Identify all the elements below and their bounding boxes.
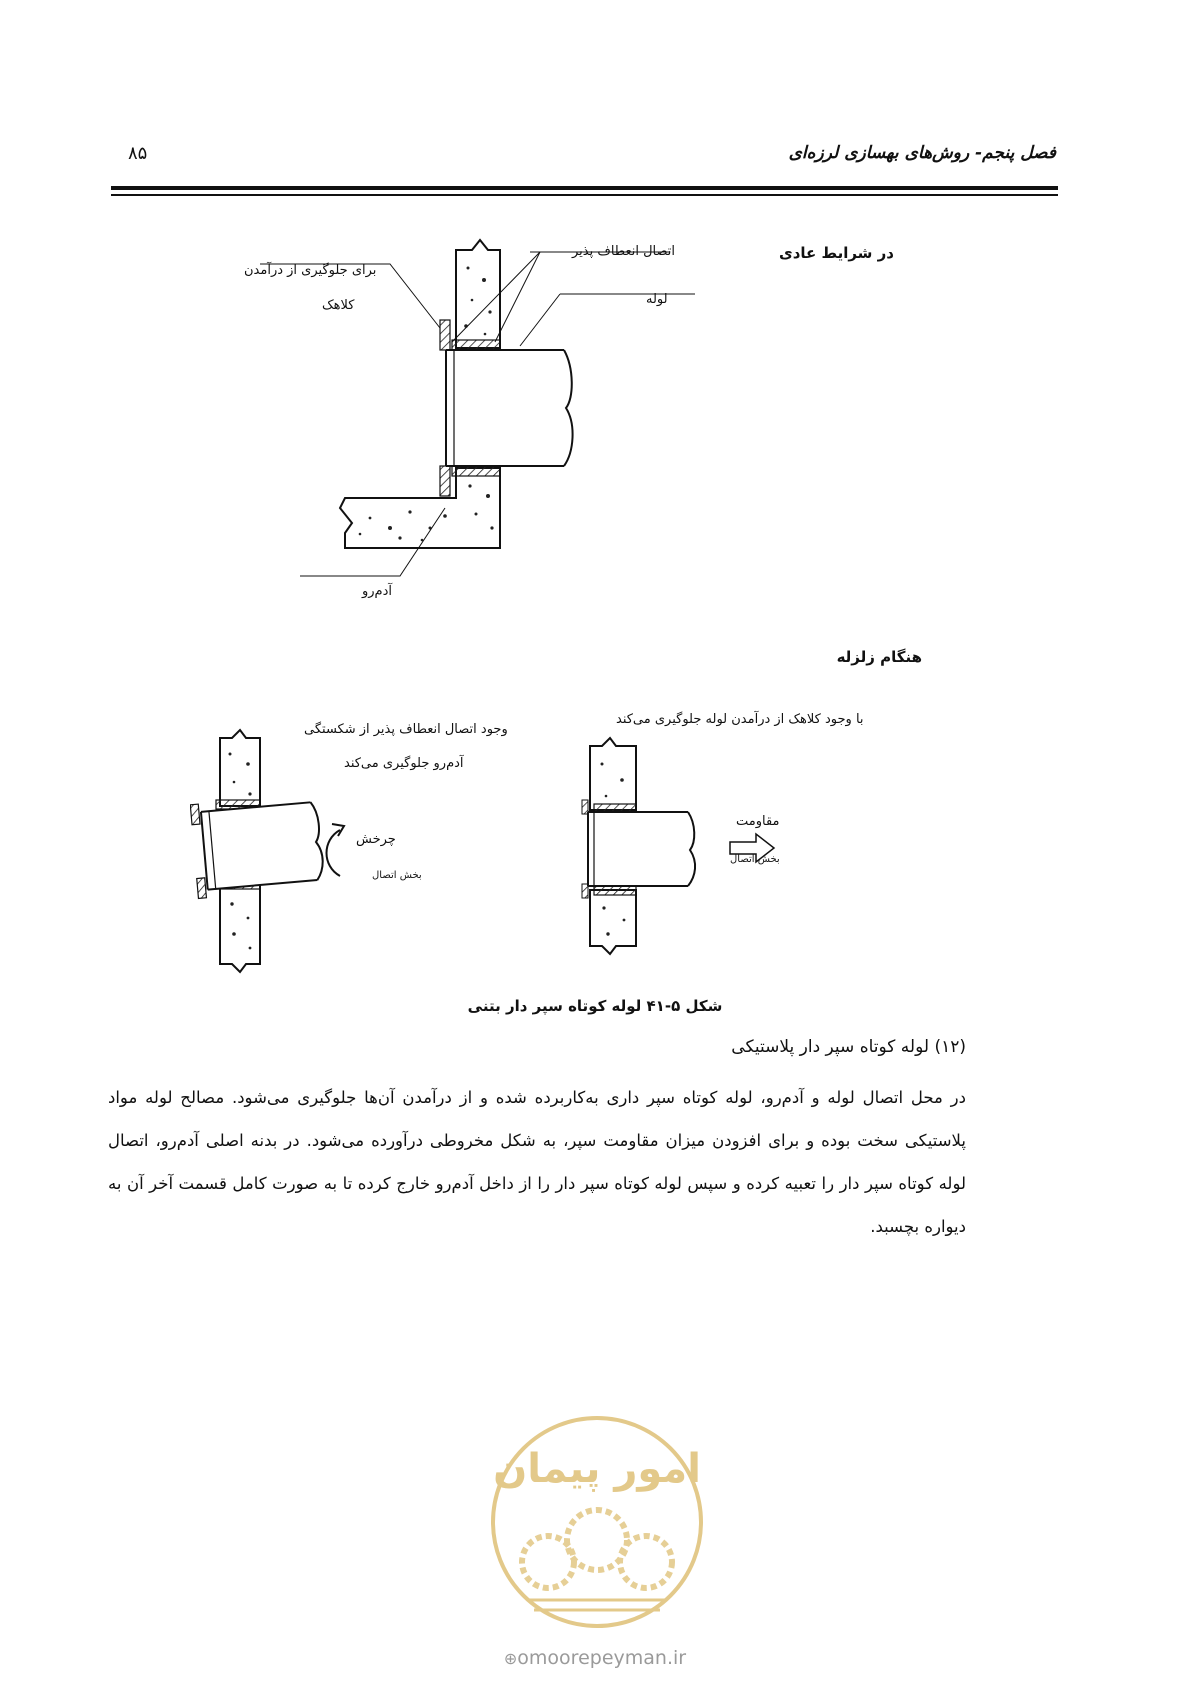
- earthquake-heading: هنگام زلزله: [836, 648, 922, 666]
- figure-normal-conditions: [240, 228, 740, 628]
- footer-url-text: omoorepeyman.ir: [517, 1647, 687, 1669]
- footer-url: [0, 1647, 1190, 1669]
- label-prevent-pullout: برای جلوگیری از درآمدن: [244, 263, 377, 278]
- figure-caption: شکل ۵-۴۱ لوله کوتاه سپر دار بتنی: [467, 997, 723, 1015]
- label-pipe: لوله: [646, 292, 668, 307]
- normal-conditions-heading: در شرایط عادی: [778, 244, 894, 262]
- label-joint-part-right: بخش اتصال: [730, 854, 780, 865]
- label-flexible-joint: اتصال انعطاف پذیر: [572, 244, 676, 259]
- label-cap: کلاهک: [322, 298, 355, 313]
- label-rotation: چرخش: [356, 832, 396, 847]
- watermark-seal: [488, 1412, 706, 1632]
- label-resistance: مقاومت: [736, 814, 780, 829]
- header-rule-thin: [111, 194, 1058, 196]
- label-manhole: آدم‌رو: [362, 584, 393, 599]
- label-cap-prevents-pullout: با وجود کلاهک از درآمدن لوله جلوگیری می‌کند: [616, 712, 864, 727]
- globe-icon: ⊕: [503, 1649, 518, 1668]
- label-flexible-prevents-break: وجود اتصال انعطاف پذیر از شکستگی: [304, 722, 508, 737]
- label-manhole-prevents: آدم‌رو جلوگیری می‌کند: [344, 756, 464, 771]
- figure-earthquake-resistance: [580, 724, 790, 964]
- chapter-title: فصل پنجم- روش‌های بهسازی لرزه‌ای: [788, 143, 1056, 163]
- label-joint-part-left: بخش اتصال: [372, 870, 422, 881]
- body-paragraph: در محل اتصال لوله و آدم‌رو، لوله کوتاه سپر داری به‌کاربرده شده و از درآمدن آن‌ها جلوگیری می‌شود. مصالح لوله مواد پلاستیکی سخت بوده و برای افزودن میزان مقاومت سپر، به شکل مخروطی درآورده می‌شود. در بدنه اصلی آدم‌رو، اتصال لوله کوتاه سپر دار را تعبیه کرده و سپس لوله کوتاه سپر دار را از داخل آدم‌رو خارج کرده تا به صورت کامل قسمت آخر آن به دیواره بچسبد.: [108, 1088, 966, 1236]
- watermark-seal-text: امور پیمان: [493, 1446, 701, 1492]
- header-rule-thick: [111, 186, 1058, 190]
- section-heading: (۱۲) لوله کوتاه سپر دار پلاستیکی: [731, 1037, 966, 1057]
- page-number: ۸۵: [128, 143, 148, 164]
